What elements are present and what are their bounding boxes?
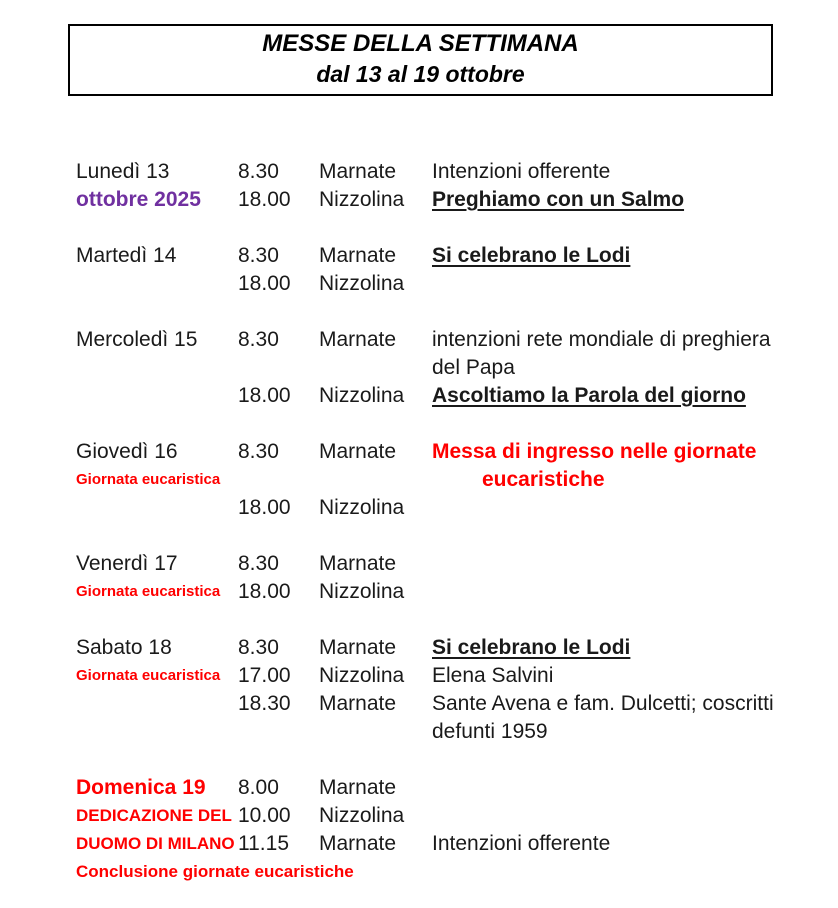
mass-intention: Sante Avena e fam. Dulcetti; coscritti <box>432 692 774 715</box>
mass-intention: Messa di ingresso nelle giornate <box>432 440 757 463</box>
mass-time: 8.30 <box>238 552 279 575</box>
mass-entry <box>238 802 828 830</box>
mass-intention: Si celebrano le Lodi <box>432 636 631 659</box>
mass-time: 18.00 <box>238 272 291 295</box>
mass-place: Nizzolina <box>319 188 405 211</box>
mass-intention: Si celebrano le Lodi <box>432 244 631 267</box>
eucharistic-day-label: Giornata eucaristica <box>76 667 221 684</box>
mass-entry <box>238 158 828 186</box>
mass-place: Marnate <box>319 244 397 267</box>
eucharistic-day-label: Giornata eucaristica <box>76 471 221 488</box>
mass-intention: Elena Salvini <box>432 664 554 687</box>
mass-time: 18.00 <box>238 384 291 407</box>
mass-entry <box>238 662 828 690</box>
mass-entry <box>238 270 828 298</box>
mass-entry <box>238 494 828 522</box>
mass-place: Nizzolina <box>319 272 405 295</box>
mass-place: Nizzolina <box>319 580 405 603</box>
page-title: MESSE DELLA SETTIMANA <box>262 30 579 57</box>
mass-intention-line2: del Papa <box>432 356 515 379</box>
page <box>0 24 838 908</box>
mass-time: 8.00 <box>238 776 279 799</box>
mass-entry <box>238 438 828 494</box>
mass-intention-line2: defunti 1959 <box>432 720 548 743</box>
mass-intention-line2: eucaristiche <box>482 468 605 491</box>
day-column <box>76 634 238 690</box>
mass-time: 18.00 <box>238 496 291 519</box>
mass-place: Nizzolina <box>319 384 405 407</box>
day-label: Venerdì 17 <box>76 552 178 575</box>
day-label: Domenica 19 <box>76 776 206 799</box>
mass-entry <box>238 550 828 578</box>
mass-intention: intenzioni rete mondiale di preghiera <box>432 328 771 351</box>
mass-place: Marnate <box>319 776 397 799</box>
mass-place: Marnate <box>319 552 397 575</box>
mass-time: 18.30 <box>238 692 291 715</box>
dedication-label-line1: DEDICAZIONE DEL <box>76 806 232 825</box>
mass-entries <box>238 438 828 522</box>
mass-entries <box>238 242 828 298</box>
day-label: Mercoledì 15 <box>76 328 198 351</box>
mass-intention: Intenzioni offerente <box>432 832 611 855</box>
mass-time: 18.00 <box>238 580 291 603</box>
mass-entries <box>238 550 828 606</box>
day-column <box>76 158 238 214</box>
day-column <box>76 326 238 354</box>
day-block-tuesday <box>76 242 828 298</box>
mass-place: Nizzolina <box>319 496 405 519</box>
mass-time: 8.30 <box>238 636 279 659</box>
dedication-label-line2: DUOMO DI MILANO <box>76 834 235 853</box>
mass-entry <box>238 382 828 410</box>
mass-entry <box>238 634 828 662</box>
day-block-wednesday <box>76 326 828 410</box>
mass-time: 18.00 <box>238 188 291 211</box>
mass-entries <box>238 774 828 858</box>
mass-entry <box>238 186 828 214</box>
day-block-friday <box>76 550 828 606</box>
mass-entry <box>238 326 828 382</box>
mass-time: 11.15 <box>238 832 289 855</box>
weekly-schedule <box>0 158 838 886</box>
mass-intention: Preghiamo con un Salmo <box>432 188 685 211</box>
mass-entry <box>238 774 828 802</box>
mass-entry <box>238 578 828 606</box>
mass-intention: Ascoltiamo la Parola del giorno <box>432 384 746 407</box>
day-block-thursday <box>76 438 828 522</box>
mass-place: Nizzolina <box>319 804 405 827</box>
day-label: Martedì 14 <box>76 244 177 267</box>
day-column <box>76 550 238 606</box>
mass-entry <box>238 242 828 270</box>
day-block-sunday <box>76 774 828 886</box>
day-month-label: ottobre 2025 <box>76 188 201 211</box>
title-box <box>68 24 773 96</box>
mass-time: 17.00 <box>238 664 291 687</box>
page-subtitle: dal 13 al 19 ottobre <box>316 61 525 87</box>
mass-place: Nizzolina <box>319 664 405 687</box>
mass-time: 8.30 <box>238 440 279 463</box>
day-label: Lunedì 13 <box>76 160 170 183</box>
day-column <box>76 242 238 270</box>
mass-place: Marnate <box>319 692 397 715</box>
mass-entry <box>238 690 828 746</box>
day-label: Sabato 18 <box>76 636 172 659</box>
mass-place: Marnate <box>319 440 397 463</box>
mass-place: Marnate <box>319 328 397 351</box>
mass-place: Marnate <box>319 832 397 855</box>
mass-time: 8.30 <box>238 160 279 183</box>
mass-entries <box>238 326 828 410</box>
eucharistic-day-label: Giornata eucaristica <box>76 583 221 600</box>
mass-time: 8.30 <box>238 244 279 267</box>
mass-place: Marnate <box>319 160 397 183</box>
day-block-saturday <box>76 634 828 746</box>
eucharistic-closing-label: Conclusione giornate eucaristiche <box>76 862 354 881</box>
mass-time: 8.30 <box>238 328 279 351</box>
mass-entries <box>238 158 828 214</box>
day-column <box>76 438 238 494</box>
mass-entry <box>238 830 828 858</box>
mass-time: 10.00 <box>238 804 291 827</box>
day-label: Giovedì 16 <box>76 440 178 463</box>
day-block-monday <box>76 158 828 214</box>
mass-entries <box>238 634 828 746</box>
mass-intention: Intenzioni offerente <box>432 160 611 183</box>
mass-place: Marnate <box>319 636 397 659</box>
